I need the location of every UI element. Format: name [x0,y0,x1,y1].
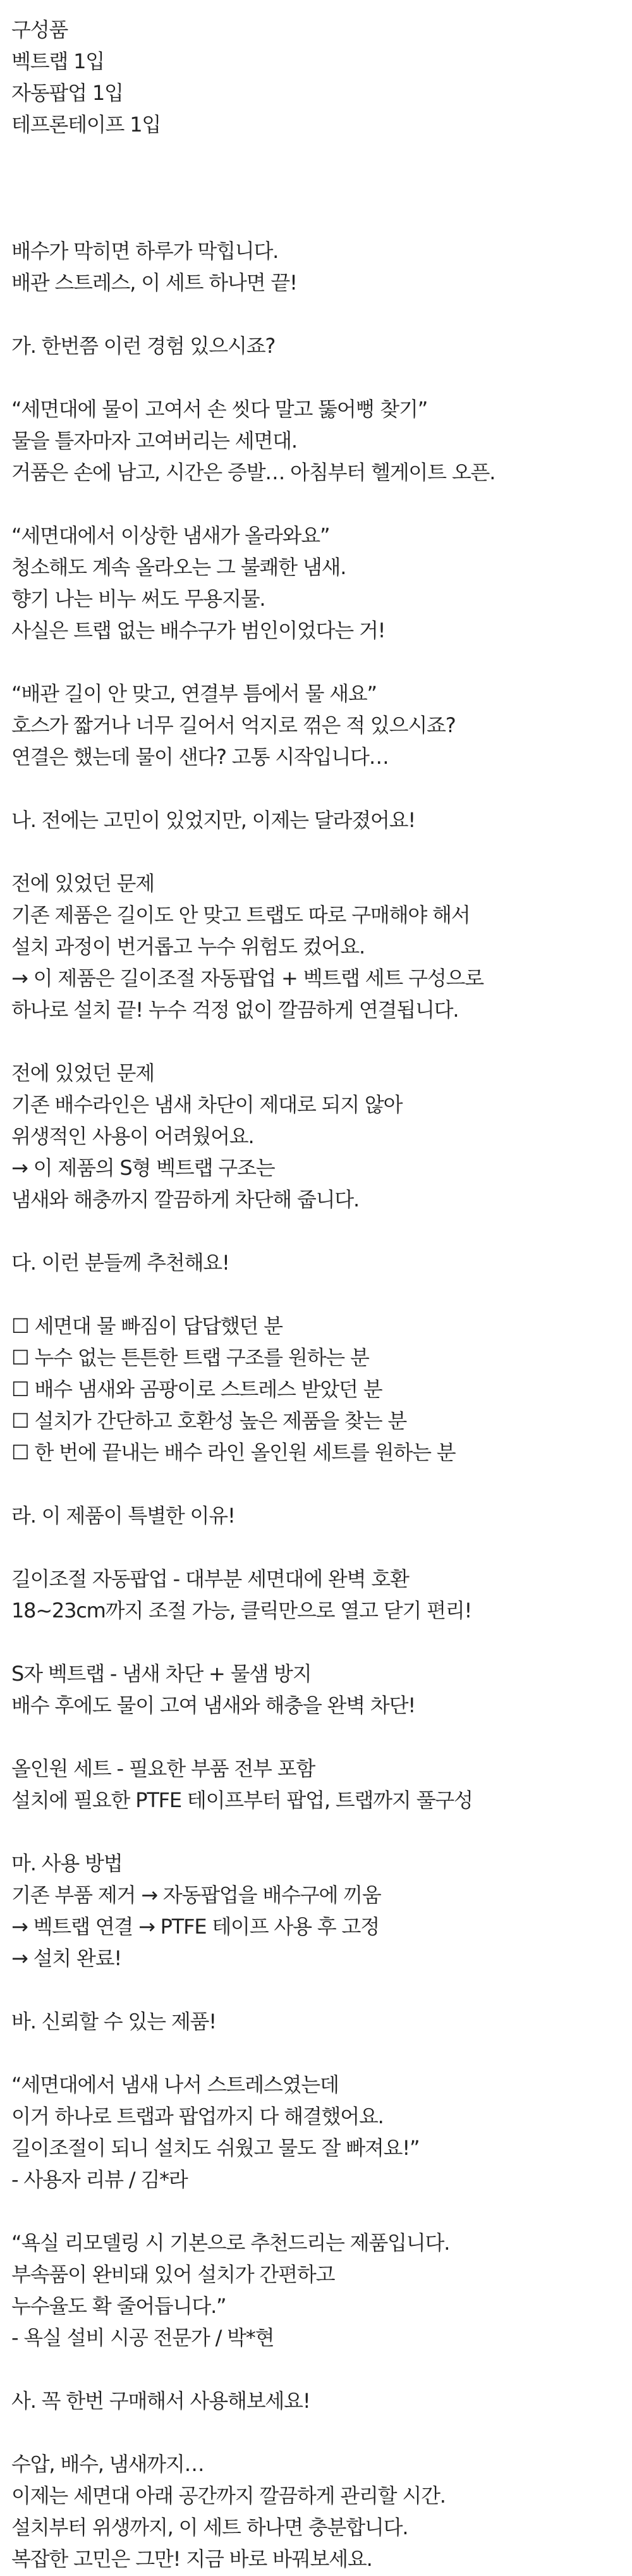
review-line: 부속품이 완비돼 있어 설치가 간편하고 [11,2262,335,2286]
paragraph-line: 위생적인 사용이 어려웠어요. [11,1124,254,1148]
paragraph-line: 설치 과정이 번거롭고 누수 위험도 컸어요. [11,935,365,959]
checklist-item: ☐ 배수 냄새와 곰팡이로 스트레스 받았던 분 [11,1377,382,1401]
closing-line: 수압, 배수, 냄새까지… [11,2452,204,2476]
paragraph-line: → 이 제품은 길이조절 자동팝업 + 벡트랩 세트 구성으로 [11,966,483,990]
section-heading-sa: 사. 꼭 한번 구매해서 사용해보세요! [11,2389,310,2413]
review-line: “욕실 리모델링 시 기본으로 추천드리는 제품입니다. [11,2231,450,2255]
step-line: 기존 부품 제거 → 자동팝업을 배수구에 끼움 [11,1883,381,1907]
spacer [11,1626,621,1658]
paragraph-line: 전에 있었던 문제 [11,1061,154,1085]
checklist-item: ☐ 세면대 물 빠짐이 답답했던 분 [11,1314,283,1338]
step-line: → 벡트랩 연결 → PTFE 테이프 사용 후 고정 [11,1915,379,1939]
spacer [11,1468,621,1500]
paragraph-line: 길이조절 자동팝업 - 대부분 세면대에 완벽 호환 [11,1567,409,1591]
paragraph-line: “세면대에 물이 고여서 손 씻다 말고 뚫어뻥 찾기” [11,397,428,421]
section-heading-ga: 가. 한번쯤 이런 경험 있으시죠? [11,334,276,358]
spacer [11,2417,621,2448]
intro-line: 배수가 막히면 하루가 막힙니다. [11,239,279,263]
paragraph-line: 향기 나는 비누 써도 무용지물. [11,587,265,611]
spacer [11,488,621,520]
review-author: - 사용자 리뷰 / 김*라 [11,2168,188,2192]
section-heading-ma: 마. 사용 방법 [11,1851,123,1875]
component-item: 자동팝업 1입 [11,81,123,105]
paragraph-line: 하나로 설치 끝! 누수 걱정 없이 깔끔하게 연결됩니다. [11,998,459,1022]
review-line: 누수율도 확 줄어듭니다.” [11,2294,226,2318]
paragraph-line: 올인원 세트 - 필요한 부품 전부 포함 [11,1757,315,1781]
section-heading-ba: 바. 신뢰할 수 있는 제품! [11,2009,216,2033]
spacer [11,1026,621,1057]
spacer [11,1279,621,1310]
review-line: 이거 하나로 트랩과 팝업까지 다 해결했어요. [11,2104,384,2128]
step-line: → 설치 완료! [11,1946,122,1970]
spacer [11,362,621,393]
closing-line: 설치부터 위생까지, 이 세트 하나면 충분합니다. [11,2515,408,2539]
paragraph-line: 청소해도 계속 올라오는 그 불쾌한 냄새. [11,555,346,579]
paragraph-line: → 이 제품의 S형 벡트랩 구조는 [11,1156,275,1180]
spacer [11,2195,621,2227]
spacer [11,298,621,330]
section-heading-na: 나. 전에는 고민이 있었지만, 이제는 달라졌어요! [11,808,415,832]
spacer [11,1531,621,1563]
paragraph-line: “배관 길이 안 맞고, 연결부 틈에서 물 새요” [11,682,377,706]
spacer [11,1974,621,2006]
spacer [11,1215,621,1247]
paragraph-line: 사실은 트랩 없는 배수구가 범인이었다는 거! [11,618,386,642]
checklist-item: ☐ 한 번에 끝내는 배수 라인 올인원 세트를 원하는 분 [11,1440,456,1464]
paragraph-line: 배수 후에도 물이 고여 냄새와 해충을 완벽 차단! [11,1693,415,1717]
intro-line: 배관 스트레스, 이 세트 하나면 끝! [11,271,297,295]
spacer [11,2037,621,2069]
product-description-document [11,14,621,2575]
spacer [11,2353,621,2385]
review-line: 길이조절이 되니 설치도 쉬웠고 물도 잘 빠져요!” [11,2136,420,2160]
paragraph-line: 전에 있었던 문제 [11,871,154,895]
paragraph-line: 냄새와 해충까지 깔끔하게 차단해 줍니다. [11,1187,359,1211]
paragraph-line: 물을 틀자마자 고여버리는 세면대. [11,429,297,453]
paragraph-line: “세면대에서 이상한 냄새가 올라와요” [11,524,330,548]
spacer [11,773,621,804]
paragraph-line: 기존 배수라인은 냄새 차단이 제대로 되지 않아 [11,1093,403,1117]
spacer [11,1816,621,1848]
paragraph-line: 연결은 했는데 물이 샌다? 고통 시작입니다… [11,745,389,769]
component-item: 벡트랩 1입 [11,49,104,73]
paragraph-line: 기존 제품은 길이도 안 맞고 트랩도 따로 구매해야 해서 [11,903,470,927]
checklist-item: ☐ 누수 없는 튼튼한 트랩 구조를 원하는 분 [11,1346,369,1370]
spacer [11,836,621,868]
closing-line: 이제는 세면대 아래 공간까지 깔끔하게 관리할 시간. [11,2484,446,2508]
paragraph-line: 설치에 필요한 PTFE 테이프부터 팝업, 트랩까지 풀구성 [11,1788,473,1812]
components-heading: 구성품 [11,18,68,42]
closing-line: 복잡한 고민은 그만! 지금 바로 바꿔보세요. [11,2547,372,2571]
paragraph-line: 18~23cm까지 조절 가능, 클릭만으로 열고 닫기 편리! [11,1598,472,1622]
section-heading-da: 다. 이런 분들께 추천해요! [11,1251,229,1275]
paragraph-line: 호스가 짧거나 너무 길어서 억지로 꺾은 적 있으시죠? [11,713,456,737]
section-heading-ra: 라. 이 제품이 특별한 이유! [11,1504,235,1528]
paragraph-line: S자 벡트랩 - 냄새 차단 + 물샘 방지 [11,1662,312,1686]
spacer [11,140,621,235]
spacer [11,1721,621,1753]
review-author: - 욕실 설비 시공 전문가 / 박*현 [11,2326,274,2350]
checklist-item: ☐ 설치가 간단하고 호환성 높은 제품을 찾는 분 [11,1409,407,1433]
spacer [11,646,621,678]
paragraph-line: 거품은 손에 남고, 시간은 증발… 아침부터 헬게이트 오픈. [11,460,495,484]
review-line: “세면대에서 냄새 나서 스트레스였는데 [11,2073,339,2097]
component-item: 테프론테이프 1입 [11,113,161,137]
